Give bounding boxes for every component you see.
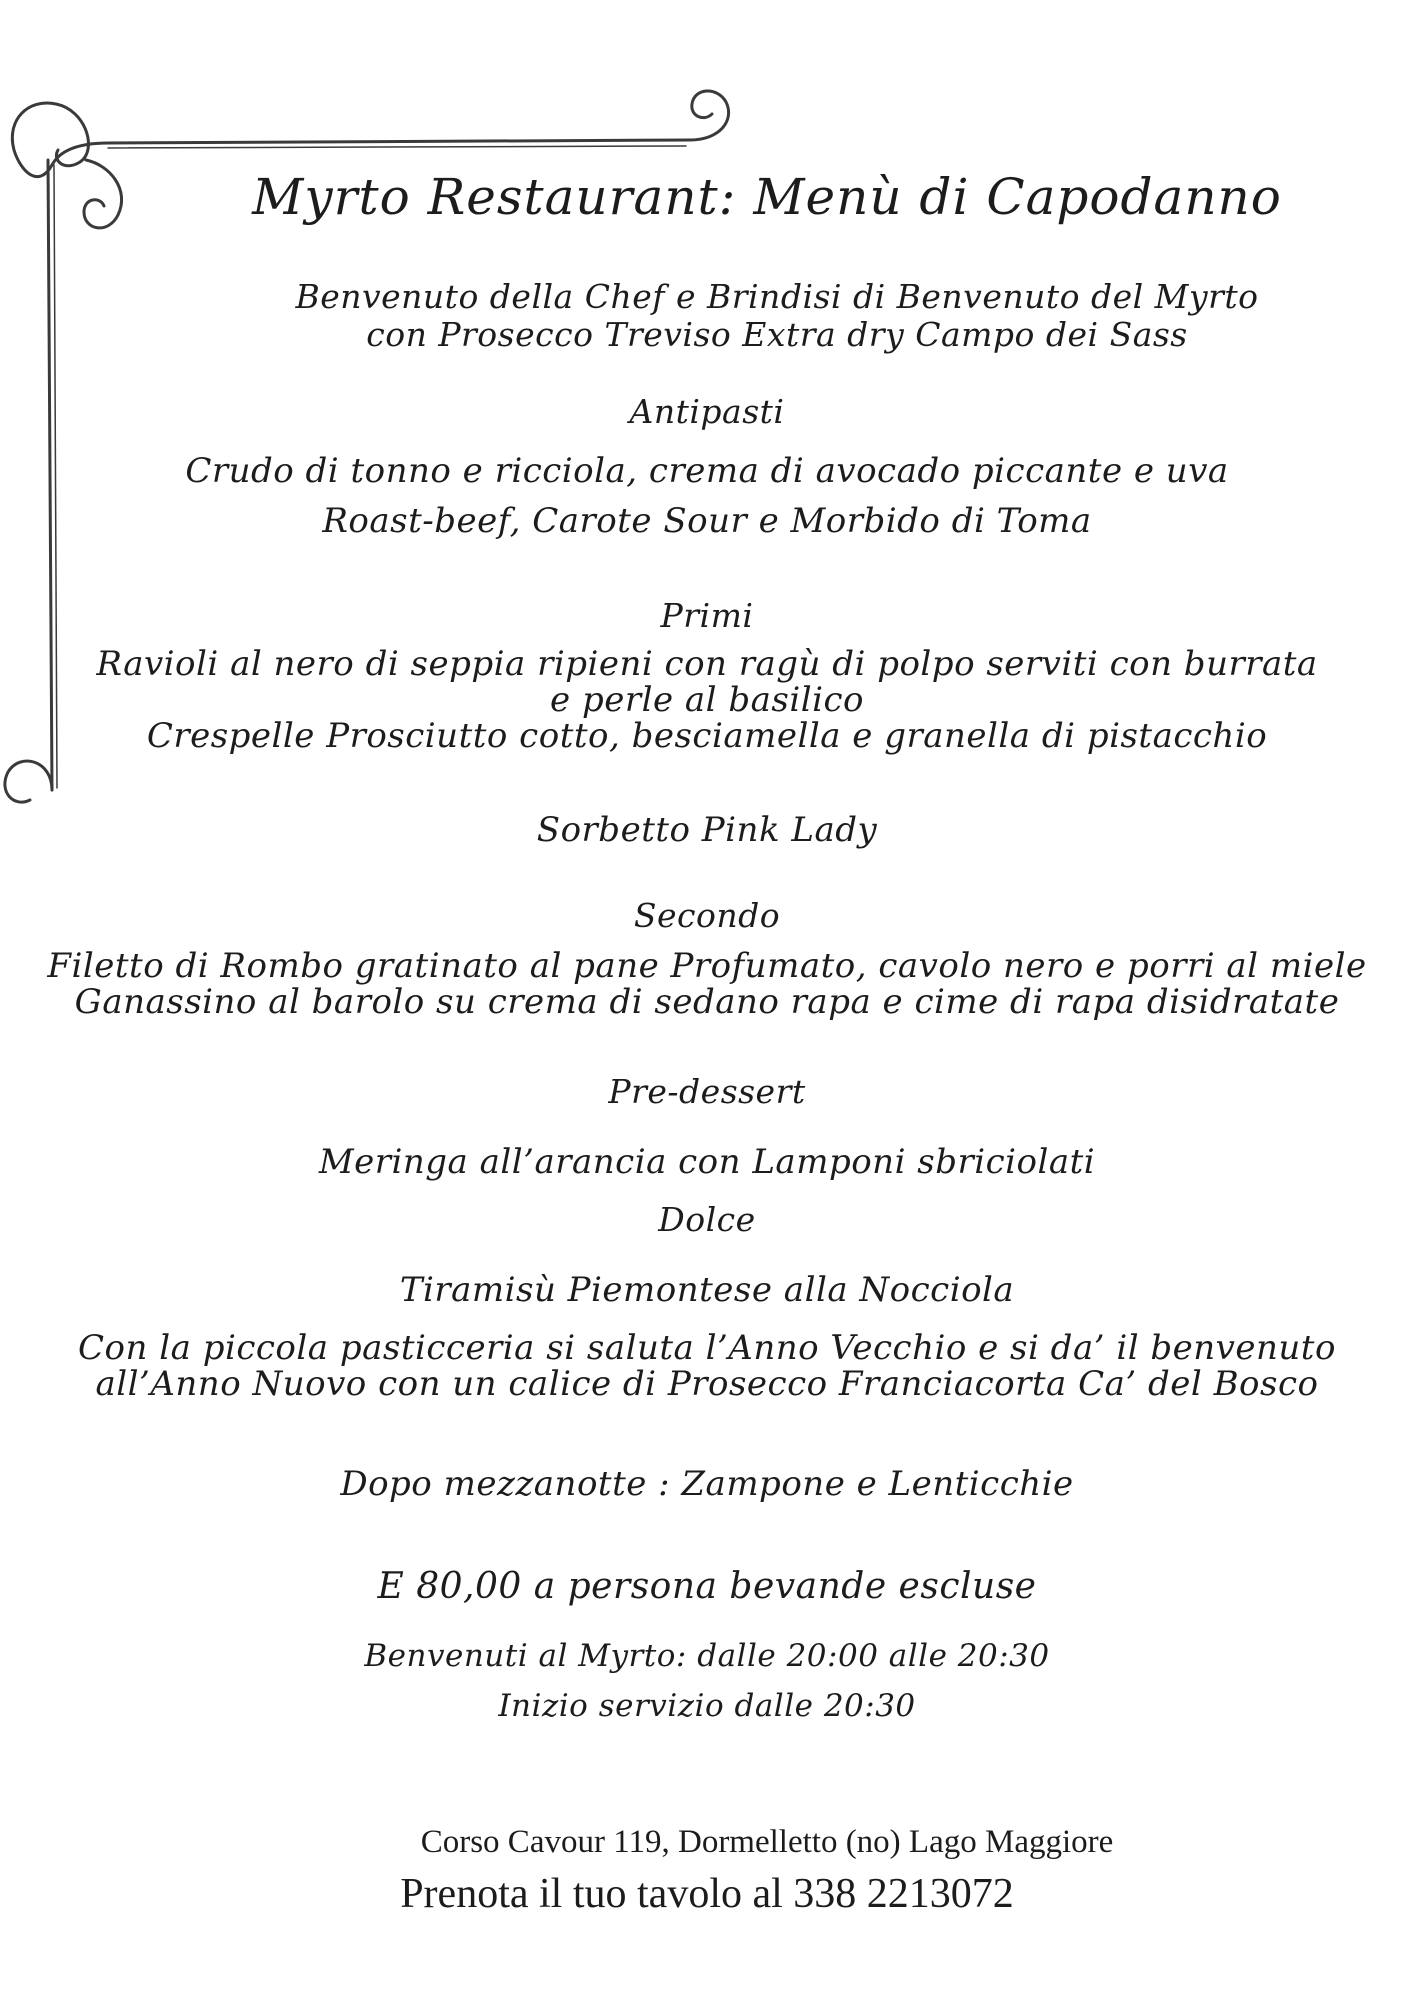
menu-item: Filetto di Rombo gratinato al pane Profumato, cavolo nero e porri al miele [47,946,1367,986]
predessert-heading: Pre-dessert [608,1072,806,1111]
secondo-items [0,948,1414,1020]
primi-heading: Primi [660,596,754,635]
menu-item: Crudo di tonno e ricciola, crema di avocado piccante e uva [185,451,1229,491]
closing-line: all’Anno Nuovo con un calice di Prosecco Franciacorta Ca’ del Bosco [95,1364,1319,1404]
dolce-item: Tiramisù Piemontese alla Nocciola [399,1270,1015,1310]
secondo-heading: Secondo [633,896,781,935]
page-title: Myrto Restaurant: Menù di Capodanno [252,168,1282,226]
address: Corso Cavour 119, Dormelletto (no) Lago Maggiore [420,1824,1114,1860]
primi-items [0,646,1414,754]
antipasti-items [0,446,1414,546]
closing-line: Con la piccola pasticceria si saluta l’Anno Vecchio e si da’ il benvenuto [78,1328,1336,1368]
menu-item: Crespelle Prosciutto cotto, besciamella e granella di pistacchio [146,716,1268,756]
reservation-phone: Prenota il tuo tavolo al 338 2213072 [400,1871,1014,1917]
menu-item: e perle al basilico [550,680,864,720]
dolce-heading: Dolce [658,1200,756,1239]
sorbetto-item: Sorbetto Pink Lady [536,810,878,850]
welcome-block [70,278,1414,354]
menu-item: Roast-beef, Carote Sour e Morbido di Toma [322,501,1092,541]
predessert-item: Meringa all’arancia con Lamponi sbriciolati [318,1142,1096,1182]
antipasti-heading: Antipasti [629,392,785,431]
welcome-line: con Prosecco Treviso Extra dry Campo dei Sass [366,315,1188,354]
menu-item: Ravioli al nero di seppia ripieni con ragù di polpo serviti con burrata [96,644,1318,684]
welcome-line: Benvenuto della Chef e Brindisi di Benvenuto del Myrto [295,277,1259,316]
price: E 80,00 a persona bevande escluse [377,1566,1037,1607]
welcome-time: Benvenuti al Myrto: dalle 20:00 alle 20:30 [364,1638,1050,1674]
dopo-mezzanotte: Dopo mezzanotte : Zampone e Lenticchie [340,1464,1074,1504]
menu-item: Ganassino al barolo su crema di sedano rapa e cime di rapa disidratate [74,982,1340,1022]
closing-block [0,1330,1414,1402]
service-time: Inizio servizio dalle 20:30 [498,1688,916,1724]
